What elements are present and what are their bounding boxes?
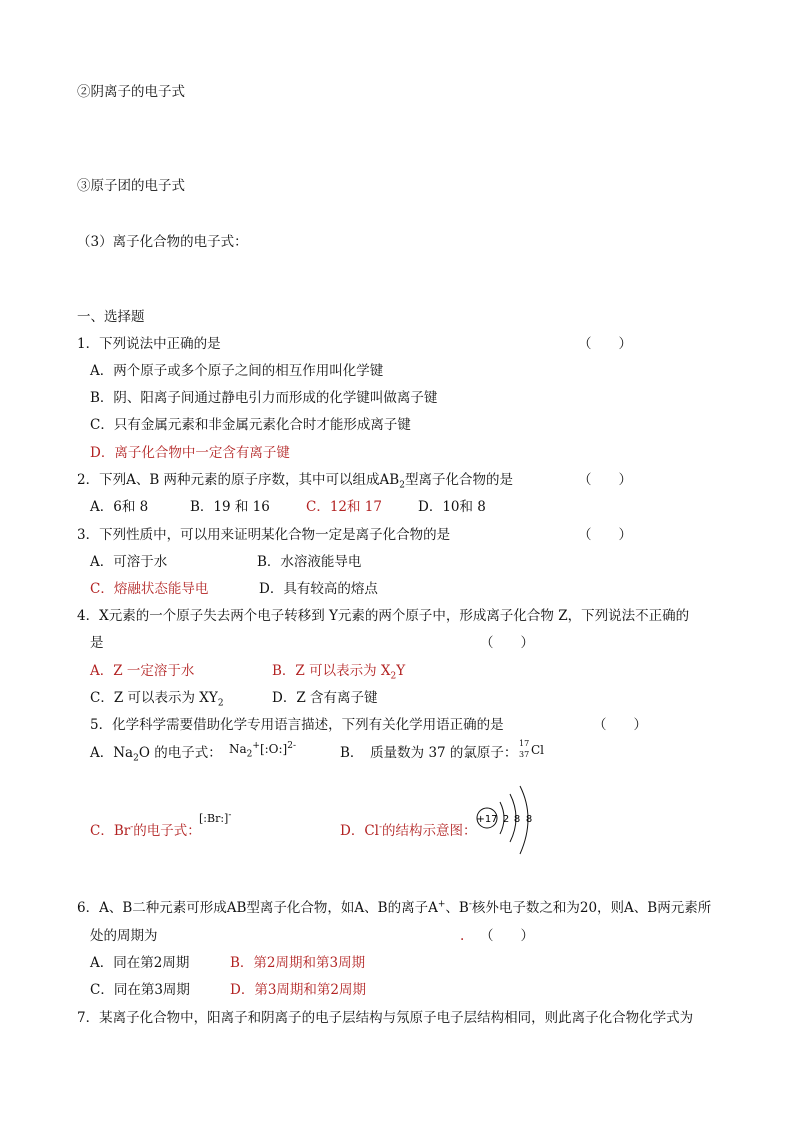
shell-electrons-1: 2 <box>502 814 510 825</box>
q2-stem: 2．下列A、B 两种元素的原子序数，其中可以组成$AB_2$型离子化合物的是 <box>77 472 513 491</box>
q2-option-d: D．10和 8 <box>418 499 486 515</box>
anion-heading: ②阴离子的电子式 <box>77 84 185 100</box>
q6-option-c: C．同在第3周期 <box>90 982 190 998</box>
q4-option-c: C．Z 可以表示为 $XY_2$ <box>90 690 224 709</box>
q2-option-c: C．12和 17 <box>306 499 382 515</box>
na2o-electron-formula: $Na_2^+[:O:]^{2-}$ <box>229 741 297 760</box>
q4-option-d: D．Z 含有离子键 <box>272 690 378 706</box>
q2-option-b: B．19 和 16 <box>190 499 270 515</box>
q5-answer-paren: （ ） <box>593 717 647 733</box>
q6-stem-line2: 处的周期为 <box>90 928 158 944</box>
q4-stem-line1: 4．X元素的一个原子失去两个电子转移到 Y元素的两个原子中，形成离子化合物 Z，下列说法不正确的 <box>77 608 690 624</box>
q2-answer-paren: （ ） <box>578 472 632 488</box>
q6-answer-paren: （ ） <box>480 928 534 944</box>
q4-stem-line2: 是 <box>90 635 104 651</box>
shell-electrons-3: 8 <box>525 814 533 825</box>
section-title: 一、选择题 <box>77 309 145 325</box>
q1-option-b: B．阴、阳离子间通过静电引力而形成的化学键叫做离子键 <box>90 390 438 406</box>
shell-electrons-2: 8 <box>513 814 521 825</box>
cl-ion-structure-diagram <box>470 782 540 858</box>
q2-option-a: A．6和 8 <box>90 499 149 515</box>
q3-option-b: B．水溶液能导电 <box>257 554 362 570</box>
q1-option-c: C．只有金属元素和非金属元素化合时才能形成离子键 <box>90 417 411 433</box>
q1-option-d: D．离子化合物中一定含有离子键 <box>90 445 290 461</box>
q3-option-c: C．熔融状态能导电 <box>90 581 209 597</box>
group-heading: ③原子团的电子式 <box>77 178 185 194</box>
q5-option-c: C．Br-的电子式： <box>90 822 201 839</box>
q6-option-a: A．同在第2周期 <box>90 955 190 971</box>
q6-stem-line1: 6．A、B二种元素可形成AB型离子化合物，如A、B的离子A+、B-核外电子数之和为20，则A、B两元素所 <box>77 899 712 916</box>
chlorine-isotope-notation: 17 37 Cl <box>519 739 545 759</box>
q3-answer-paren: （ ） <box>578 527 632 543</box>
q4-answer-paren: （ ） <box>480 635 534 651</box>
q3-option-d: D．具有较高的熔点 <box>259 581 378 597</box>
q4-option-a: A．Z 一定溶于水 <box>90 663 195 679</box>
q6-option-b: B．第2周期和第3周期 <box>230 955 366 971</box>
nucleus-charge: +17 <box>476 814 498 825</box>
q1-answer-paren: （ ） <box>578 336 632 352</box>
q7-stem: 7．某离子化合物中，阳离子和阴离子的电子层结构与氖原子电子层结构相同，则此离子化合物化学式为 <box>77 1010 694 1026</box>
compound-heading: （3）离子化合物的电子式： <box>77 234 248 250</box>
q5-option-d: D．Cl-的结构示意图： <box>340 822 477 839</box>
q1-option-a: A．两个原子或多个原子之间的相互作用叫化学键 <box>90 363 384 379</box>
q4-option-b: B．Z 可以表示为 $X_2Y$ <box>272 663 406 682</box>
q5-option-b: B． 质量数为 37 的氯原子： <box>340 745 518 761</box>
q6-option-d: D．第3周期和第2周期 <box>230 982 367 998</box>
q1-stem: 1．下列说法中正确的是 <box>77 336 221 352</box>
q6-stem-dot: . <box>460 928 465 944</box>
q3-option-a: A．可溶于水 <box>90 554 168 570</box>
q5-stem: 5．化学科学需要借助化学专用语言描述，下列有关化学用语正确的是 <box>90 717 504 733</box>
q3-stem: 3．下列性质中，可以用来证明某化合物一定是离子化合物的是 <box>77 527 451 543</box>
br-electron-formula: [:Br:]- <box>199 810 232 825</box>
q5-option-a: A．$Na_2O$ 的电子式： <box>90 745 222 764</box>
